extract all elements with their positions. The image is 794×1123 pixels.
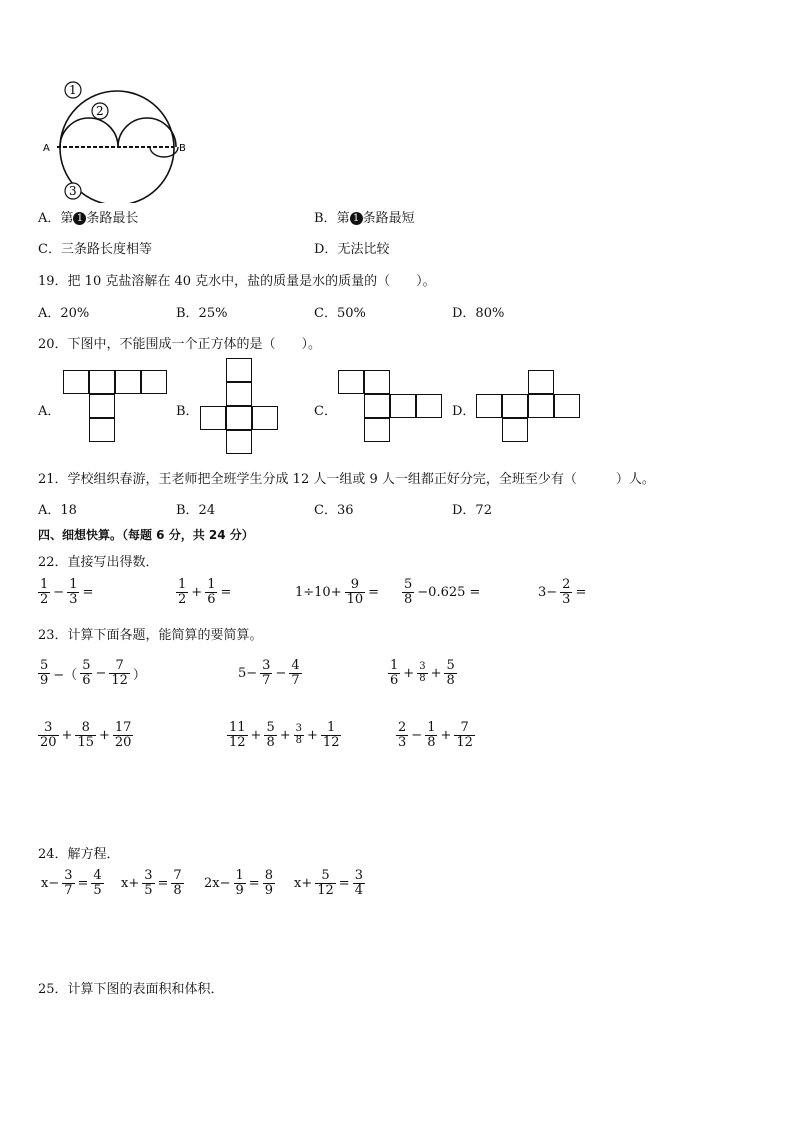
fraction [396,721,408,749]
math-operator: = [220,584,232,600]
denominator: 5 [93,882,102,898]
denominator: 8 [173,882,182,898]
circled-number-icon: 1 [350,212,363,225]
path-number-3: 3 [69,184,77,198]
denominator: 9 [264,882,273,898]
denominator: 10 [346,591,364,607]
q24-equation [38,869,104,897]
math-operator: = [368,584,380,600]
numerator: 3 [295,723,303,735]
math-operator: −（ [53,667,78,683]
math-operator: ） [132,667,146,683]
numerator: 5 [82,658,91,673]
numerator: 3 [144,868,153,883]
q18-option-b: B．第 1 条路最短 [314,211,415,226]
q23-expr [388,659,457,687]
fraction [264,721,276,749]
section-4-title: 四、细想快算。（每题 6 分，共 24 分） [38,528,254,542]
denominator: 6 [82,672,91,688]
fraction [62,869,74,897]
numerator: 1 [235,868,244,883]
numerator: 5 [404,577,413,592]
denominator: 9 [40,672,49,688]
denominator: 3 [398,734,407,750]
fraction [176,578,188,606]
denominator: 8 [446,672,455,688]
fraction [38,578,50,606]
three-paths-figure [40,78,190,203]
denominator: 8 [419,672,426,684]
fraction [91,869,103,897]
q25-stem: 25．计算下图的表面积和体积． [38,982,224,997]
numerator: 8 [264,868,273,883]
denominator: 20 [40,734,57,750]
math-operator: + [307,727,318,743]
fraction [109,659,130,687]
numerator: 1 [390,658,399,673]
numerator: 1 [40,577,49,592]
fraction [142,869,154,897]
q24-equation [291,869,365,897]
numerator: 5 [266,720,275,735]
math-operator: − [275,665,287,681]
q23-expr [38,659,149,687]
fraction [454,721,475,749]
q23-expr [396,721,475,749]
numerator: 1 [207,577,216,592]
label-b: B [179,143,186,154]
numerator: 3 [38,721,59,736]
math-operator: = [82,584,94,600]
fraction [444,659,456,687]
path-2-arcs [60,118,176,147]
numerator: 8 [75,721,96,736]
q23-stem: 23．计算下面各题，能简算的要简算。 [38,628,263,643]
fraction [38,721,59,749]
fraction [345,578,366,606]
math-operator: + [279,727,291,743]
q22-expr [38,578,96,606]
numerator: 4 [93,868,102,883]
fraction [227,721,248,749]
math-operator: = [77,875,89,891]
denominator: 8 [427,734,436,750]
math-operator: 3− [538,584,558,600]
numerator: 7 [109,659,130,674]
denominator: 12 [229,734,246,750]
q20-label-d: D． [452,404,476,419]
fraction [294,724,304,746]
numerator: 5 [315,869,336,884]
fraction [260,659,272,687]
q22-expr [535,578,589,606]
numerator: 11 [229,720,246,735]
q20-label-a: A． [38,404,61,419]
fraction [560,578,572,606]
q22-expr [176,578,234,606]
fraction [289,659,301,687]
math-operator: + [403,665,415,681]
fraction [75,721,96,749]
q22-expr [292,578,382,606]
q21-option-a: A．18 [38,503,77,518]
math-operator: = [338,875,350,891]
numerator: 9 [345,578,366,593]
q19-option-d: D．80% [452,306,505,321]
math-operator: − [95,665,107,681]
math-operator: + [250,727,262,743]
numerator: 4 [291,658,300,673]
denominator: 2 [40,591,49,607]
fraction [113,721,134,749]
q19-option-b: B．25% [176,306,228,321]
math-operator: −0.625 = [417,584,481,600]
math-operator: = [157,875,169,891]
numerator: 1 [69,577,78,592]
denominator: 12 [317,882,334,898]
numerator: 17 [114,720,132,735]
q18-option-d: D．无法比较 [314,242,390,257]
path-number-2: 2 [96,104,104,118]
denominator: 7 [262,672,271,688]
math-operator: + [430,665,442,681]
numerator: 2 [562,577,571,592]
denominator: 9 [235,882,244,898]
q22-stem: 22．直接写出得数． [38,555,159,570]
numerator: 3 [64,868,73,883]
math-operator: 1÷10+ [295,584,342,600]
q23-expr [38,721,133,749]
q21-option-b: B．24 [176,503,216,518]
math-operator: 5− [238,665,258,681]
denominator: 12 [322,734,340,750]
denominator: 20 [114,734,132,750]
fraction [234,869,246,897]
numerator: 3 [354,868,363,883]
fraction [205,578,217,606]
math-operator: = [575,584,587,600]
q23-expr [227,721,341,749]
q18-option-c: C．三条路长度相等 [38,242,152,257]
denominator: 6 [390,672,399,688]
label-a: A [43,143,50,154]
q19-option-a: A．20% [38,306,90,321]
q24-equation [201,869,275,897]
fraction [67,578,79,606]
denominator: 7 [291,672,300,688]
math-operator: x+ [294,875,313,891]
q23-expr [235,659,302,687]
fraction [321,721,342,749]
math-operator: 2x− [204,875,231,891]
math-operator: + [191,584,203,600]
denominator: 2 [178,591,187,607]
denominator: 8 [295,734,303,746]
q18-option-a: A．第 1 条路最长 [38,211,139,226]
math-operator: = [248,875,260,891]
math-operator: + [440,727,452,743]
denominator: 6 [207,591,216,607]
math-operator: − [53,584,65,600]
q19-option-c: C．50% [314,306,366,321]
q24-equation [118,869,184,897]
math-operator: − [411,727,423,743]
q20-label-c: C． [314,404,337,419]
denominator: 8 [266,734,275,750]
math-operator: + [61,727,73,743]
denominator: 4 [354,882,363,898]
numerator: 3 [262,658,271,673]
denominator: 12 [111,672,128,688]
denominator: 3 [69,591,78,607]
fraction [388,659,400,687]
q20-label-b: B． [176,404,199,419]
q24-stem: 24．解方程． [38,847,120,862]
math-operator: x− [41,875,60,891]
q21-stem: 21．学校组织春游，王老师把全班学生分成 12 人一组或 9 人一组都正好分完，全班至少有（ ）人。 [38,472,655,487]
fraction [315,869,336,897]
fraction [171,869,183,897]
denominator: 3 [562,591,571,607]
math-operator: + [99,727,110,743]
fraction [263,869,275,897]
circled-number-icon: 1 [73,212,86,225]
q20-stem: 20．下图中，不能围成一个正方体的是（ ）。 [38,337,322,352]
fraction [353,869,365,897]
denominator: 15 [77,734,94,750]
numerator: 5 [446,658,455,673]
numerator: 1 [427,720,436,735]
numerator: 3 [419,661,426,673]
denominator: 12 [456,734,473,750]
denominator: 8 [404,591,413,607]
numerator: 2 [398,720,407,735]
denominator: 5 [144,882,153,898]
numerator: 7 [173,868,182,883]
fraction [38,659,50,687]
q19-stem: 19．把 10 克盐溶解在 40 克水中，盐的质量是水的质量的（ ）。 [38,274,436,289]
numerator: 1 [321,721,342,736]
path-number-1: 1 [69,83,77,97]
q22-expr [402,578,483,606]
fraction [402,578,414,606]
numerator: 1 [178,577,187,592]
fraction [417,662,427,684]
fraction [80,659,92,687]
numerator: 5 [40,658,49,673]
numerator: 7 [454,721,475,736]
math-operator: x+ [121,875,140,891]
q21-option-c: C．36 [314,503,354,518]
fraction [425,721,437,749]
q21-option-d: D．72 [452,503,492,518]
denominator: 7 [64,882,73,898]
